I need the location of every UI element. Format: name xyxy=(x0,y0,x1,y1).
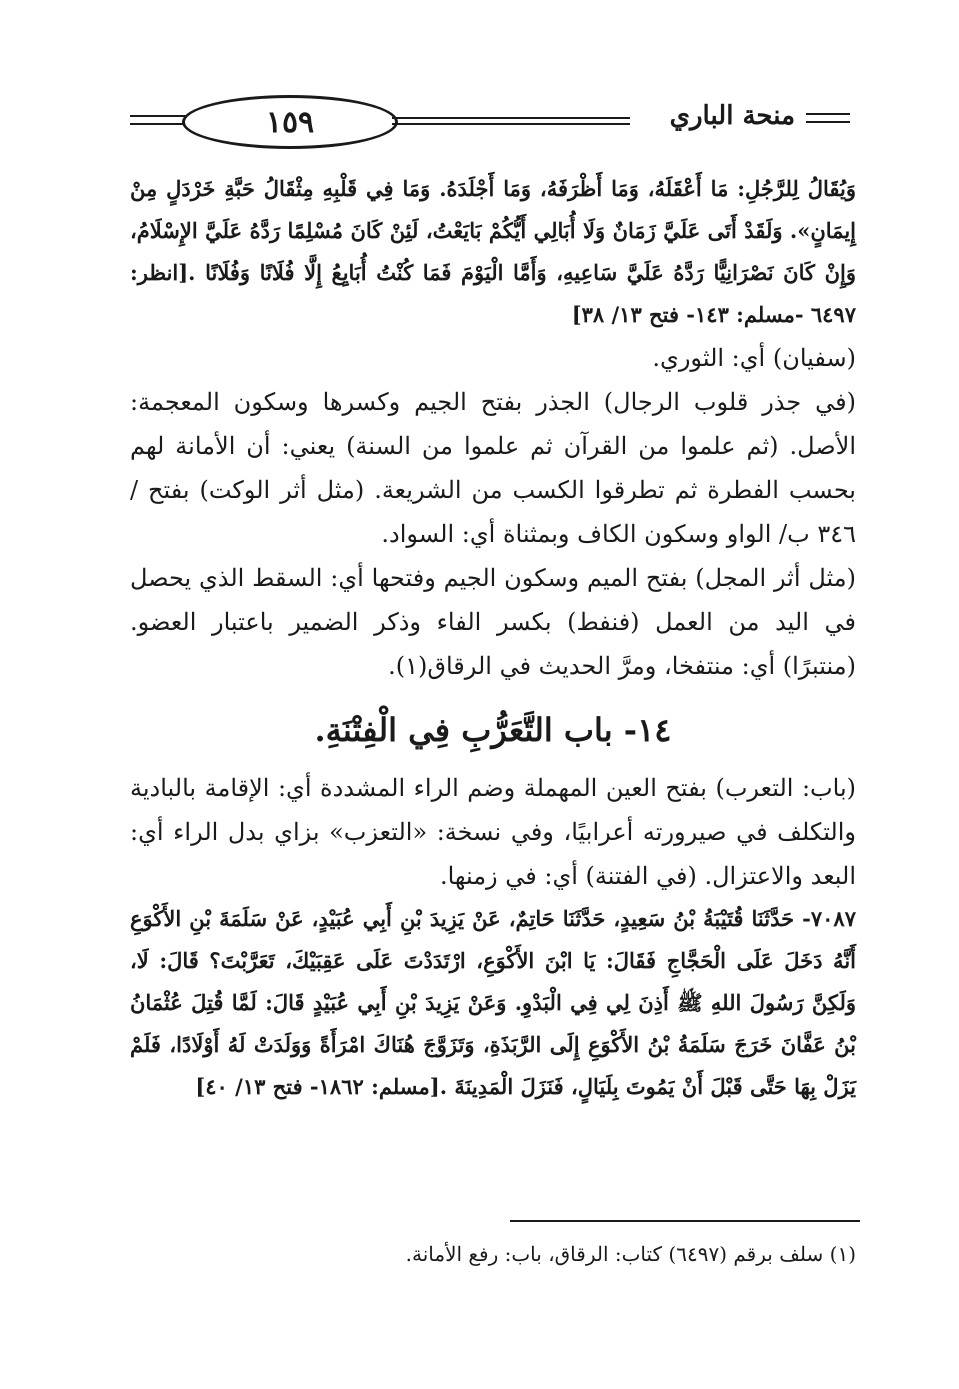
header-rule-left-bottom xyxy=(130,123,190,125)
chapter-heading: ١٤- باب التَّعَرُّبِ فِي الْفِتْنَةِ. xyxy=(314,711,672,749)
hadith-continuation: وَيُقَالُ لِلرَّجُلِ: مَا أَعْقَلَهُ، وَمَا أَظْرَفَهُ، وَمَا أَجْلَدَهُ. وَمَا فِي قَلْبِهِ مِثْقَالُ حَبَّةِ خَرْدَلٍ مِنْ إِيمَانٍ». وَلَقَدْ أَتَى عَلَيَّ زَمَانٌ وَلَا أُبَالِي أَيُّكُمْ بَايَعْتُ، لَئِنْ كَانَ مُسْلِمًا رَدَّهُ عَلَيَّ الإِسْلَامُ، وَإِنْ كَانَ نَصْرَانِيًّا رَدَّهُ عَلَيَّ سَاعِيهِ، وَأَمَّا الْيَوْمَ فَمَا كُنْتُ أُبَايِعُ إِلَّا فُلَانًا وَفُلَانًا .[انظر: ٦٤٩٧ -مسلم: ١٤٣- فتح ١٣/ ٣٨] xyxy=(130,176,856,327)
header-rule-right-bottom xyxy=(806,121,850,123)
footnote: (١) سلف برقم (٦٤٩٧) كتاب: الرقاق، باب: رفع الأمانة. xyxy=(405,1242,856,1266)
chapter-commentary: (باب: التعرب) بفتح العين المهملة وضم الراء المشددة أي: الإقامة بالبادية والتكلف في صيرورته أعرابيًا، وفي نسخة: «التعزب» بزاي بدل الراء أي: البعد والاعتزال. (في الفتنة) أي: في زمنها. xyxy=(130,774,857,890)
header-rule-right-top xyxy=(806,113,850,115)
header-rule-left-top xyxy=(130,115,190,117)
commentary-paragraph: (في جذر قلوب الرجال) الجذر بفتح الجيم وكسرها وسكون المعجمة: الأصل. (ثم علموا من القرآن ثم علموا من السنة) يعني: أن الأمانة لهم بحسب الفطرة ثم تطرقوا الكسب من الشريعة. (مثل أثر الوكت) بفتح /٣٤٦ ب/ الواو وسكون الكاف وبمثناة أي: السواد. xyxy=(130,388,856,548)
hadith-text: ٧٠٨٧- حَدَّثَنَا قُتَيْبَةُ بْنُ سَعِيدٍ، حَدَّثَنَا حَاتِمٌ، عَنْ يَزِيدَ بْنِ أَبِي عُبَيْدٍ، عَنْ سَلَمَةَ بْنِ الأَكْوَعِ أَنَّهُ دَخَلَ عَلَى الْحَجَّاجِ فَقَالَ: يَا ابْنَ الأَكْوَعِ، ارْتَدَدْتَ عَلَى عَقِبَيْكَ، تَعَرَّبْتَ؟ قَالَ: لَا، وَلَكِنَّ رَسُولَ اللهِ ﷺ أَذِنَ لِي فِي الْبَدْوِ. وَعَنْ يَزِيدَ بْنِ أَبِي عُبَيْدٍ قَالَ: لَمَّا قُتِلَ عُثْمَانُ بْنُ عَفَّانَ خَرَجَ سَلَمَةُ بْنُ الأَكْوَعِ إِلَى الرَّبَذَةِ، وَتَزَوَّجَ هُنَاكَ امْرَأَةً وَوَلَدَتْ لَهُ أَوْلَادًا، فَلَمْ يَزَلْ بِهَا حَتَّى قَبْلَ أَنْ يَمُوتَ بِلَيَالٍ، فَنَزَلَ الْمَدِينَةَ .[مسلم: ١٨٦٢- فتح ١٣/ ٤٠] xyxy=(130,906,856,1099)
page-header xyxy=(130,95,850,147)
commentary-paragraph: (مثل أثر المجل) بفتح الميم وسكون الجيم وفتحها أي: السقط الذي يحصل في اليد من العمل (فنفط) بكسر الفاء وذكر الضمير باعتبار العضو. (منتبرًا) أي: منتفخا، ومرَّ الحديث في الرقاق(١). xyxy=(130,564,856,680)
footnote-separator xyxy=(510,1220,860,1222)
commentary-paragraph: (سفيان) أي: الثوري. xyxy=(652,344,856,372)
page-body xyxy=(130,168,856,1108)
book-title: منحة الباري xyxy=(669,101,795,131)
header-rule-middle-top xyxy=(392,117,630,119)
header-rule-middle-bottom xyxy=(392,123,630,125)
page-number: ١٥٩ xyxy=(182,95,398,149)
